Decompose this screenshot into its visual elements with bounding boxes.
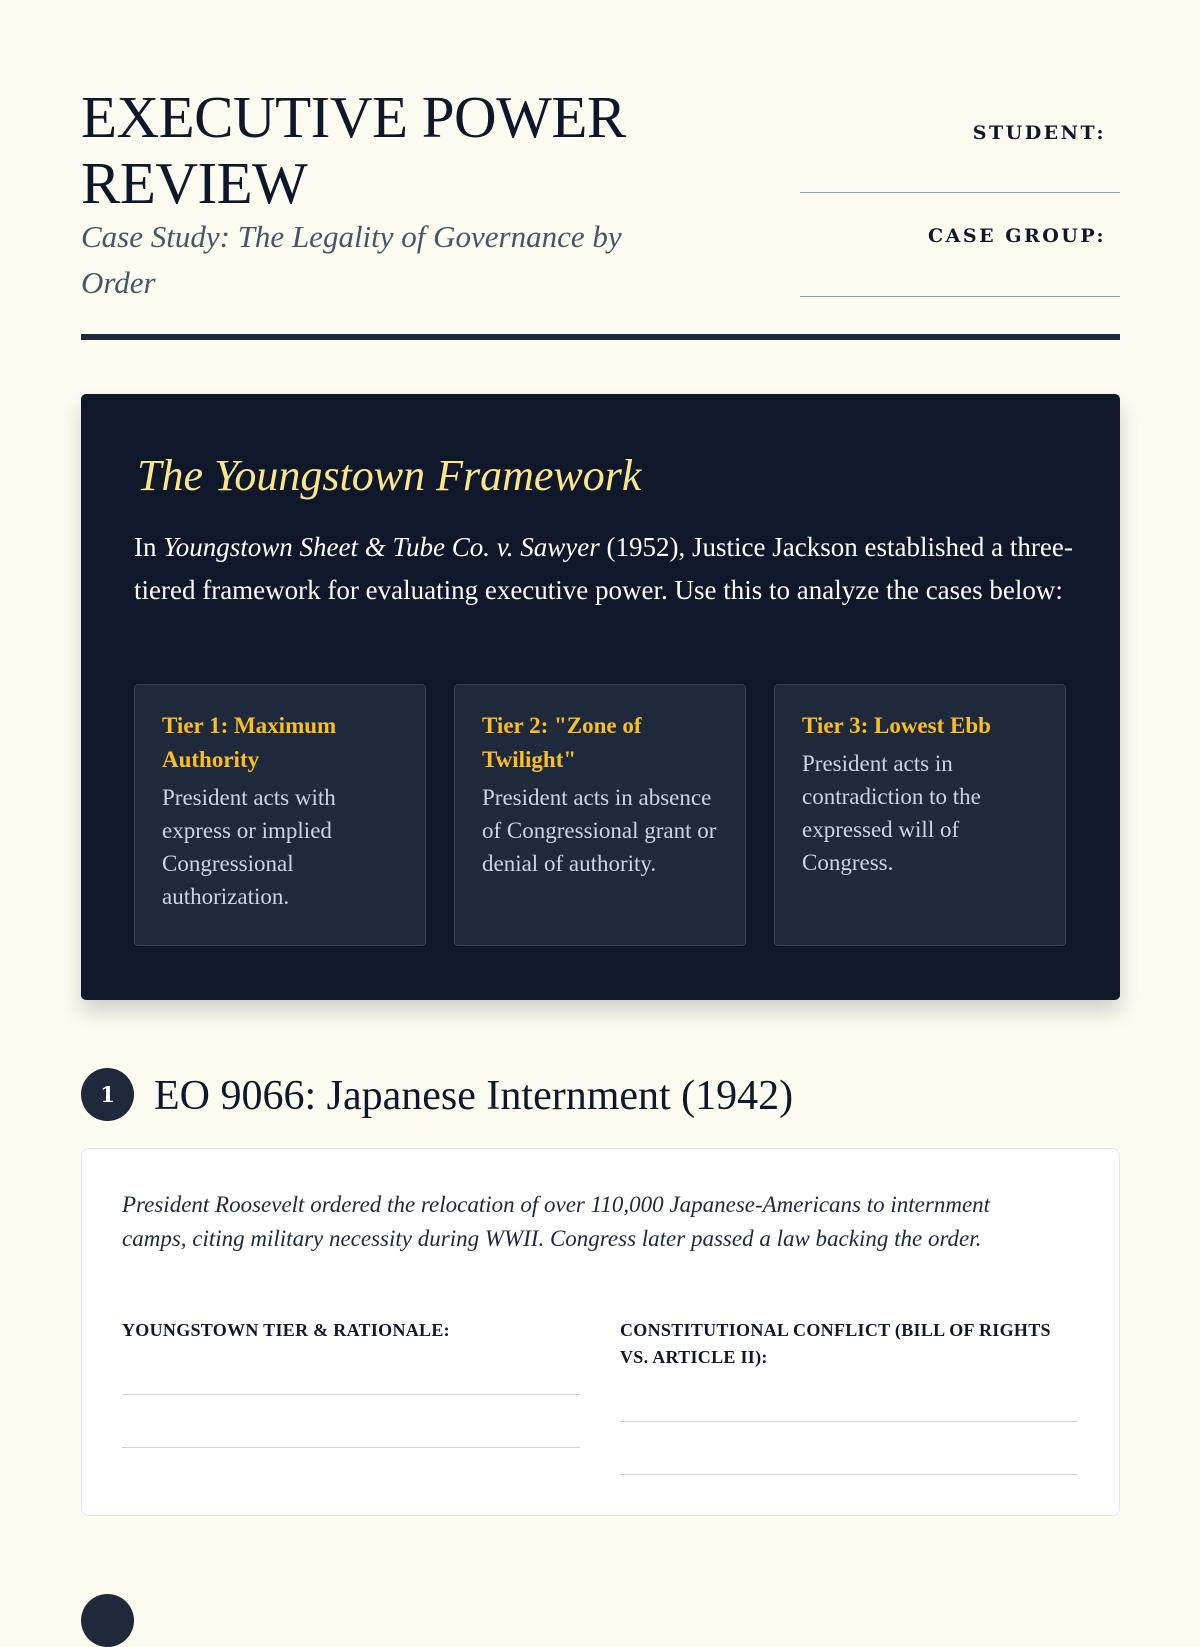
answer-line-constitutional-conflict[interactable] bbox=[620, 1421, 1078, 1422]
answer-line-tier-rationale[interactable] bbox=[122, 1447, 580, 1448]
case-group-field-label: CASE GROUP: bbox=[928, 225, 1106, 247]
case-description: President Roosevelt ordered the relocation of over 110,000 Japanese-Americans to internment camps, citing military necessity during WWII. Congress later passed a law backing the order. bbox=[122, 1192, 991, 1251]
tier-description: President acts in absence of Congressional grant or denial of authority. bbox=[482, 785, 717, 876]
student-field-label: STUDENT: bbox=[972, 122, 1106, 144]
tier-title: Tier 3: Lowest Ebb bbox=[802, 713, 991, 738]
question-label-tier-rationale: YOUNGSTOWN TIER & RATIONALE: bbox=[122, 1320, 450, 1340]
tier-description: President acts in contradiction to the expressed will of Congress. bbox=[802, 751, 981, 875]
tier-title: Tier 1: Maximum Authority bbox=[162, 713, 337, 772]
page-title: EXECUTIVE POWER REVIEW bbox=[81, 84, 626, 216]
answer-line-tier-rationale[interactable] bbox=[122, 1394, 580, 1395]
answer-line-constitutional-conflict[interactable] bbox=[620, 1474, 1078, 1475]
case-number-badge: 1 bbox=[81, 1068, 134, 1121]
page-subtitle: Case Study: The Legality of Governance by Order bbox=[81, 219, 622, 300]
framework-intro-case: Youngstown Sheet & Tube Co. v. Sawyer bbox=[163, 532, 600, 562]
header-divider bbox=[81, 334, 1120, 340]
framework-intro-prefix: In bbox=[134, 532, 164, 562]
student-field-input[interactable] bbox=[800, 192, 1120, 193]
worksheet-page bbox=[81, 0, 1120, 1367]
framework-title: The Youngstown Framework bbox=[137, 451, 642, 500]
case-group-field-input[interactable] bbox=[800, 296, 1120, 297]
case-title: EO 9066: Japanese Internment (1942) bbox=[154, 1073, 794, 1119]
tier-card-2 bbox=[454, 684, 746, 946]
tier-card-1 bbox=[134, 684, 426, 946]
question-label-constitutional-conflict: CONSTITUTIONAL CONFLICT (BILL OF RIGHTS VS. ARTICLE II): bbox=[620, 1320, 1051, 1367]
tier-card-3 bbox=[774, 684, 1066, 946]
framework-intro bbox=[134, 526, 1074, 612]
case-number-badge-next bbox=[81, 1594, 134, 1647]
tier-description: President acts with express or implied Congressional authorization. bbox=[162, 785, 336, 909]
framework-intro-rest: (1952), Justice Jackson established a three-tiered framework for evaluating executive power. Use this to analyze the cases below: bbox=[134, 532, 1073, 605]
tier-title: Tier 2: "Zone of Twilight" bbox=[482, 713, 642, 772]
worksheet-header bbox=[81, 0, 1120, 342]
